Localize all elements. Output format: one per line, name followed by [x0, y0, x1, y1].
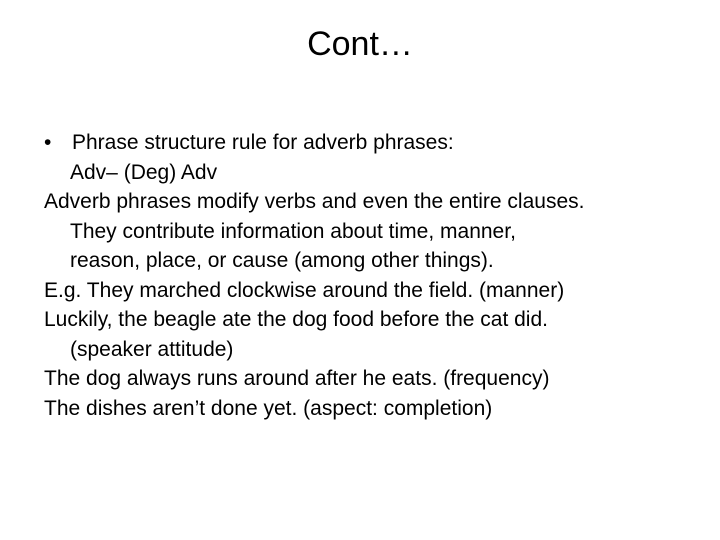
- bullet-item: [44, 128, 694, 158]
- rule-line: Adv– (Deg) Adv: [70, 160, 218, 184]
- slide-body: [44, 128, 694, 423]
- body-line: Adverb phrases modify verbs and even the entire clauses.: [44, 190, 585, 213]
- slide-title: Cont…: [307, 25, 413, 63]
- body-line: Phrase structure rule for adverb phrases:: [72, 131, 454, 154]
- bullet-icon: •: [44, 131, 52, 154]
- example-line: (speaker attitude): [70, 337, 234, 361]
- example-line: Luckily, the beagle ate the dog food before the cat did.: [44, 308, 548, 331]
- body-line: reason, place, or cause (among other things).: [70, 249, 494, 272]
- example-line: The dog always runs around after he eats. (frequency): [44, 367, 550, 390]
- example-line: The dishes aren’t done yet. (aspect: completion): [44, 396, 493, 420]
- example-line: E.g. They marched clockwise around the field. (manner): [44, 278, 565, 302]
- body-line: They contribute information about time, manner,: [70, 219, 516, 243]
